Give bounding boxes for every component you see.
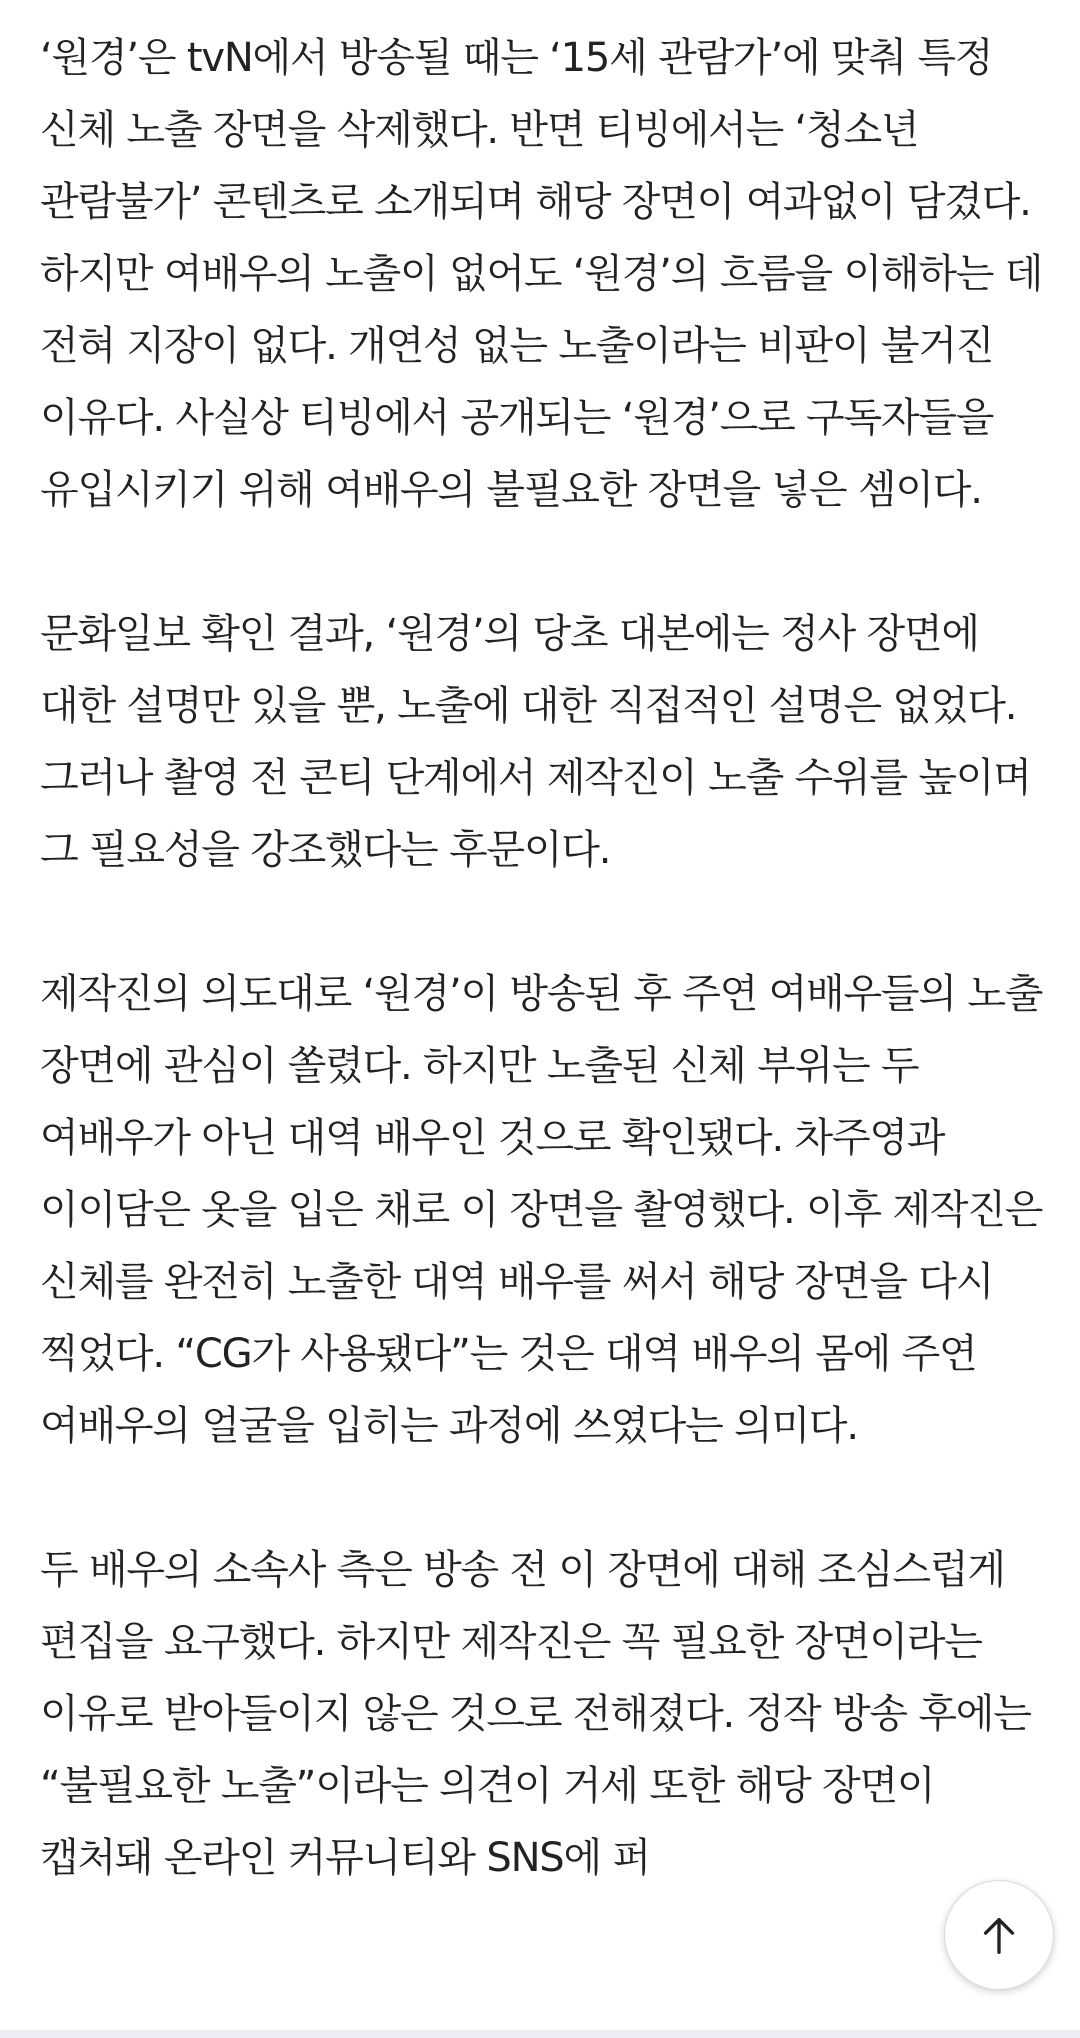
scroll-to-top-button[interactable]	[944, 1880, 1054, 1990]
article-paragraph: 문화일보 확인 결과, ‘원경’의 당초 대본에는 정사 장면에 대한 설명만 있을 뿐, 노출에 대한 직접적인 설명은 없었다. 그러나 촬영 전 콘티 단계에서 제작진이 노출 수위를 높이며 그 필요성을 강조했다는 후문이다.	[40, 611, 1031, 873]
article-paragraph: ‘원경’은 tvN에서 방송될 때는 ‘15세 관람가’에 맞춰 특정 신체 노출 장면을 삭제했다. 반면 티빙에서는 ‘청소년 관람불가’ 콘텐츠로 소개되며 해당 장면이 여과없이 담겼다. 하지만 여배우의 노출이 없어도 ‘원경’의 흐름을 이해하는 데 전혀 지장이 없다. 개연성 없는 노출이라는 비판이 불거진 이유다. 사실상 티빙에서 공개되는 ‘원경’으로 구독자들을 유입시키기 위해 여배우의 불필요한 장면을 넣은 셈이다.	[40, 35, 1043, 513]
article-body	[40, 22, 1045, 1966]
article-paragraph: 제작진의 의도대로 ‘원경’이 방송된 후 주연 여배우들의 노출 장면에 관심이 쏠렸다. 하지만 노출된 신체 부위는 두 여배우가 아닌 대역 배우인 것으로 확인됐다. 차주영과 이이담은 옷을 입은 채로 이 장면을 촬영했다. 이후 제작진은 신체를 완전히 노출한 대역 배우를 써서 해당 장면을 다시 찍었다. “CG가 사용됐다”는 것은 대역 배우의 몸에 주연 여배우의 얼굴을 입히는 과정에 쓰였다는 의미다.	[40, 971, 1043, 1449]
arrow-up-icon	[976, 1912, 1022, 1958]
article-paragraph: 두 배우의 소속사 측은 방송 전 이 장면에 대해 조심스럽게 편집을 요구했다. 하지만 제작진은 꼭 필요한 장면이라는 이유로 받아들이지 않은 것으로 전해졌다. 정작 방송 후에는 “불필요한 노출”이라는 의견이 거세 또한 해당 장면이 캡처돼 온라인 커뮤니티와 SNS에 퍼	[40, 1547, 1031, 1881]
bottom-bar	[0, 2030, 1080, 2038]
